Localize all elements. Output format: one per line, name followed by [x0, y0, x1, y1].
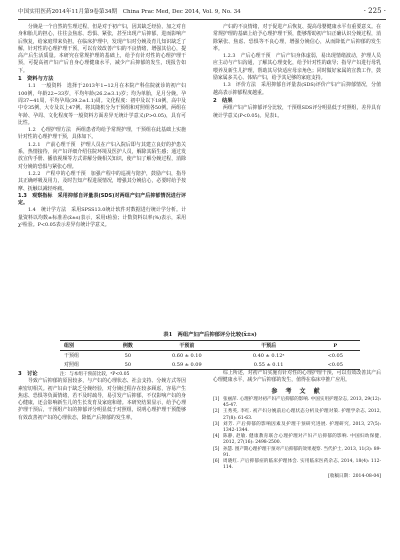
table-cell: 50: [124, 352, 132, 359]
paragraph: 1.2.3 产后心理干预 产后产妇身体虚弱，易出现情绪波动，护理人员应主动与产妇沟通，了解其心理变化，给予针对性的疏导；指导产妇进行母乳喂养及新生儿护理，帮助其尽快适应母亲角色；同时做好家属的宣教工作，鼓励家属多关心、体贴产妇，给予其足够的家庭支持。: [213, 53, 381, 82]
reference-item: [213, 409, 381, 421]
table-header-cell: 干预后: [261, 343, 277, 349]
section-heading: 1 资料与方法: [18, 76, 54, 83]
table-cell: 0.60 ± 0.10: [172, 352, 202, 359]
left-column-bottom: [18, 370, 186, 422]
table-cell: <0.05: [327, 361, 343, 368]
table-note: 注：与本组干预前比较，ᵃP<0.05: [60, 372, 130, 377]
references-heading: 参 考 文 献: [271, 387, 323, 395]
section-heading: 3 讨论: [18, 371, 38, 377]
table-cell: 50: [124, 361, 132, 368]
table-row: [60, 351, 360, 361]
table-header-cell: 干预前: [179, 343, 195, 349]
left-column-top: [18, 24, 186, 229]
reference-list: [213, 397, 381, 471]
paragraph: 1.4 统计学方法 采用SPSS13.0统计软件对数据进行统计学分析。计量资料以均数±标准差(x̄±s)表示，采用t检验；计数资料以率(%)表示，采用χ²检验。P<0.05表示差异有统计学意义。: [18, 207, 186, 229]
table-row: [60, 360, 360, 370]
journal-citation: 中国实用医药2014年11月第9卷第34期 China Prac Med, Dec 2014, Vol. 9, No. 34: [18, 9, 241, 15]
table-cell: <0.05: [327, 352, 343, 359]
reference-number: [4]: [213, 434, 220, 440]
reference-item: [213, 397, 381, 409]
paragraph: 导致产后抑郁的原因较多，与产妇的心理状态、社会支持、分娩方式等因素密切相关。初产妇由于缺乏分娩经验，对分娩过程存在较多顾虑，容易产生焦虑、恐惧等负面情绪，若不及时疏导，易引发产后抑郁，不仅影响产妇的身心健康，还会影响新生儿的生长发育及家庭和谐。本研究结果显示，给予心理护理干预后，干预组产妇的抑郁评分明显低于对照组，说明心理护理干预能够有效改善初产妇的心理状态，降低产后抑郁的发生率。: [18, 378, 186, 421]
running-header: [18, 7, 386, 19]
paragraph: 综上所述，对初产妇实施有针对性的心理护理干预，可以有效改善其产后心理健康水平，减少产后抑郁的发生，值得在临床中推广应用。: [213, 370, 381, 384]
paragraph: 1.2 心理护理方法 两组患者均给予常规护理，干预组在此基础上实施针对性的心理护理干预，具体如下。: [18, 127, 186, 141]
reference-text: 王秀英, 李红. 初产妇分娩前后心理状态分析及护理对策. 护理学杂志, 2012, 27(8): 61-63.: [223, 409, 381, 421]
table-cell: 0.40 ± 0.12ᵃ: [252, 352, 285, 359]
reference-number: [6]: [213, 458, 220, 464]
table-header-row: [60, 341, 360, 351]
table-header-cell: 例数: [122, 343, 133, 349]
reference-item: [213, 459, 381, 471]
paragraph: 两组产妇产后抑郁评分比较，干预组SDS评分明显低于对照组，差异具有统计学意义(P<0.05)。见表1。: [213, 105, 381, 119]
paragraph: 1.1 一般资料 选择于2013年1~12月在本院产科住院就诊的初产妇100例，年龄22~33岁，平均年龄(26.2±3.1)岁；均为单胎，足月分娩。孕周37~41周，平均孕周(39.2±1.1)周。文化程度：初中及以下18例，高中及中专35例，大专及以上47例。将其随机分为干预组和对照组各50例。两组在年龄、孕周、文化程度等一般资料方面差异无统计学意义(P>0.05)，具有可比性。: [18, 83, 186, 126]
paragraph: 分娩是一个自然的生理过程，但是对于初产妇，因其缺乏经验，加之对自身和胎儿的担心，往往会焦虑、恐惧、紧张，甚至出现产后抑郁，进而影响产后恢复，给家庭带来负担。在临床护理中，发现产妇对分娩及育儿知识缺乏了解，针对性的心理护理干预，可以有效改善产妇的不良情绪，增强其信心，提高产后生活质量。本研究在常规护理的基础上，给予有针对性的心理护理干预，可提高初产妇产后自身心理健康水平，减少产后抑郁的发生，现报告如下。: [18, 24, 186, 74]
paragraph: 1.2.1 产前心理干预 护理人员在产妇入院后即与其建立良好的护患关系，热情接待，向产妇详细介绍住院环境及医护人员，解除其陌生感；通过发放宣传手册、播放视频等方式讲解分娩相关知识，使产妇了解分娩过程，消除对分娩的恐惧与紧张心理。: [18, 141, 186, 170]
reference-number: [1]: [213, 396, 220, 402]
table-cell: 干预组: [64, 353, 80, 359]
reference-text: 张丽萍. 心理护理对初产妇产后抑郁的影响. 中国实用护理杂志, 2013, 29(12): 45-47.: [223, 396, 381, 409]
table-cell: 0.59 ± 0.09: [172, 361, 202, 368]
reference-text: 陈静, 赵敏. 健康教育联合心理护理对产妇产后抑郁的影响. 中国妇幼保健, 2012, 27(16): 2498-2500.: [223, 434, 381, 446]
reference-text: 孙慧. 围产期心理护理干预对产后抑郁的效果观察. 当代护士, 2013, 11(3): 89-91.: [223, 446, 381, 458]
reference-number: [3]: [213, 421, 220, 427]
table-title: 表1 两组产妇产后抑郁评分比较(x̄±s): [163, 332, 257, 338]
reference-item: [213, 434, 381, 446]
header-rule: [18, 19, 386, 20]
reference-number: [5]: [213, 446, 220, 452]
received-date: [收稿日期：2014-08-04]: [327, 474, 381, 480]
table-header-cell: 组别: [64, 343, 75, 349]
reference-text: 刘芳. 产后抑郁的影响因素及护理干预研究进展. 护理研究, 2013, 27(5): 1342-1344.: [223, 421, 381, 433]
section-heading: 1.3 观察指标 采用抑郁自评量表(SDS)对两组产妇产后抑郁情况进行评定。: [18, 192, 186, 207]
reference-text: 周晓红. 产后抑郁症的临床护理体会. 实用临床医药杂志, 2014, 18(4): 112-114.: [223, 458, 381, 471]
right-column-bottom: [213, 370, 381, 481]
table-cell: 0.55 ± 0.11: [253, 361, 284, 368]
reference-item: [213, 422, 381, 434]
paragraph: 产妇的不良情绪，对于促进产后恢复、提高母婴健康水平有重要意义。在常规护理的基础上给予心理护理干预，能够帮助初产妇正确认识分娩过程，消除紧张、焦虑、恐惧等不良心理，增强分娩信心，从而降低产后抑郁的发生率。: [213, 24, 381, 52]
reference-item: [213, 447, 381, 459]
table-header-cell: P: [333, 342, 338, 349]
section-heading: 2 结果: [213, 97, 233, 104]
right-column-top: [213, 24, 381, 120]
table-cell: 对照组: [64, 362, 80, 368]
paragraph: 1.3 评价方法 采用抑郁自评量表(SDS)评价产妇产后抑郁情况，分值越高表示抑郁程度越重。: [213, 82, 381, 96]
paragraph: 1.2.2 产程中的心理干预 加强产程中的巡视与陪护，鼓励产妇，指导其正确呼吸及用力，及时告知产程进展情况，增强其分娩信心，必要时给予按摩、抚触以减轻疼痛。: [18, 170, 186, 192]
reference-number: [2]: [213, 409, 220, 415]
page-number: · 225 ·: [363, 7, 386, 15]
